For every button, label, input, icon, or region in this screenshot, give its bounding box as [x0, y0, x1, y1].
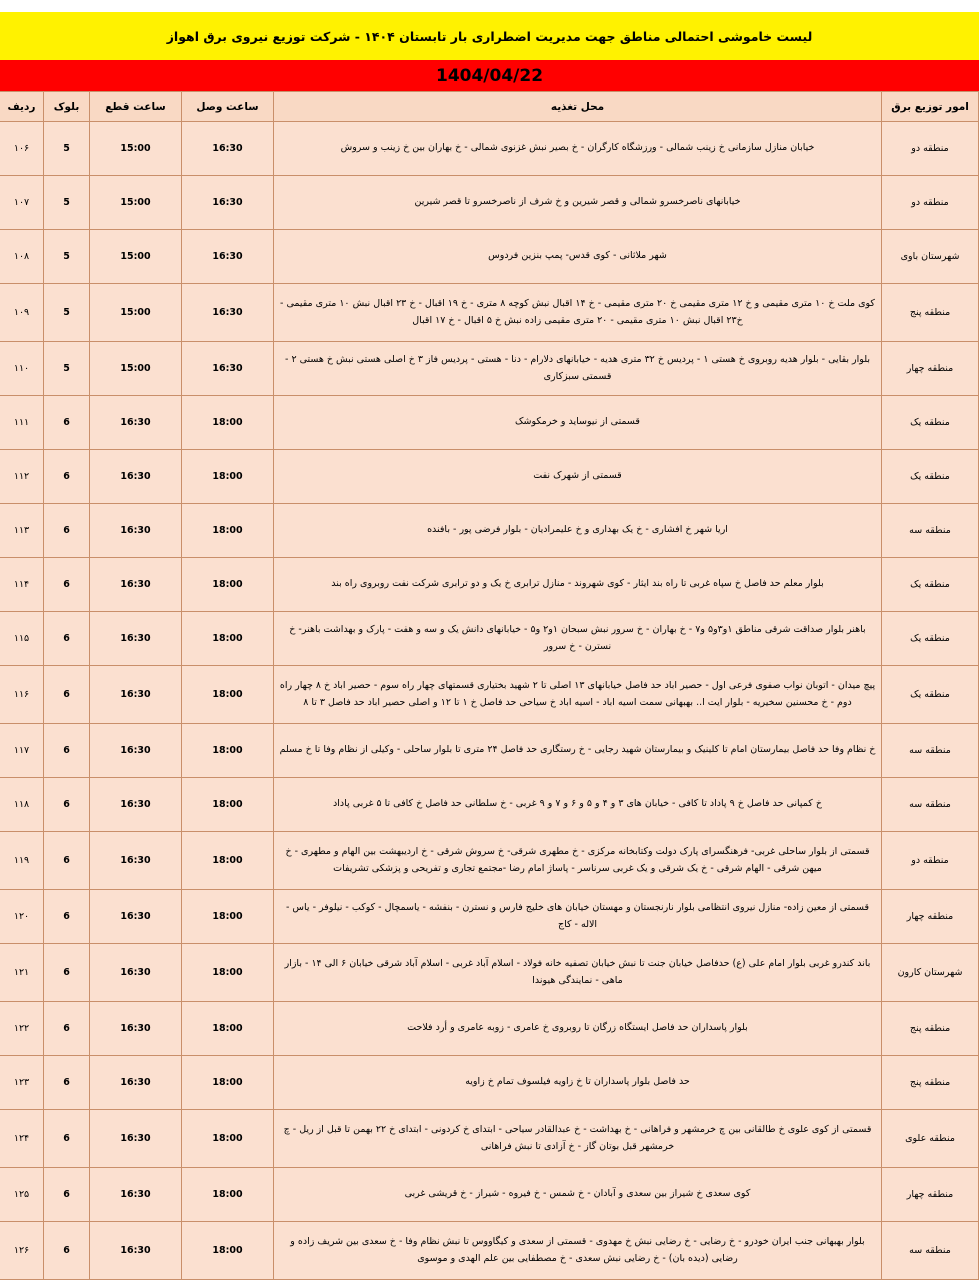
cell-outage-time: 16:30: [90, 1110, 182, 1168]
table-body: [0, 122, 979, 1280]
table-row: [0, 778, 979, 832]
cell-feed-location: اریا شهر خ افشاری - خ یک بهداری و خ علیمرادیان - بلوار فرضی پور - بافنده: [274, 504, 882, 558]
cell-outage-time: 16:30: [90, 666, 182, 724]
cell-block: 6: [44, 558, 90, 612]
cell-restore-time: 18:00: [182, 778, 274, 832]
cell-restore-time: 18:00: [182, 504, 274, 558]
column-header-mahal: محل تغذیه: [274, 92, 882, 122]
cell-outage-time: 16:30: [90, 832, 182, 890]
cell-feed-location: شهر ملاثانی - کوی قدس- پمپ بنزین فردوس: [274, 230, 882, 284]
cell-distribution-area: منطقه دو: [882, 176, 979, 230]
cell-row-number: ۱۱۹: [0, 832, 44, 890]
cell-block: 6: [44, 944, 90, 1002]
table-row: [0, 1110, 979, 1168]
cell-row-number: ۱۱۷: [0, 724, 44, 778]
cell-distribution-area: منطقه دو: [882, 832, 979, 890]
cell-row-number: ۱۰۶: [0, 122, 44, 176]
cell-distribution-area: منطقه علوی: [882, 1110, 979, 1168]
cell-distribution-area: منطقه سه: [882, 778, 979, 832]
cell-distribution-area: منطقه سه: [882, 724, 979, 778]
cell-outage-time: 16:30: [90, 724, 182, 778]
cell-block: 5: [44, 284, 90, 342]
cell-outage-time: 15:00: [90, 176, 182, 230]
cell-restore-time: 18:00: [182, 890, 274, 944]
cell-outage-time: 15:00: [90, 230, 182, 284]
cell-feed-location: خیابان منازل سازمانی خ زینب شمالی - ورزشگاه کارگران - خ بصیر نبش غزنوی شمالی - خ بهاران بین خ زینب و سروش: [274, 122, 882, 176]
cell-restore-time: 18:00: [182, 396, 274, 450]
cell-restore-time: 18:00: [182, 666, 274, 724]
cell-restore-time: 16:30: [182, 122, 274, 176]
cell-feed-location: کوی سعدی خ شیراز بین سعدی و آبادان - خ شمس - خ فیروه - شیراز - خ قریشی غربی: [274, 1168, 882, 1222]
cell-distribution-area: شهرستان کارون: [882, 944, 979, 1002]
cell-feed-location: خیابانهای ناصرخسرو شمالی و قصر شیرین و خ شرف از ناصرخسرو تا قصر شیرین: [274, 176, 882, 230]
table-row: [0, 1168, 979, 1222]
table-row: [0, 1056, 979, 1110]
column-header-omur: امور توزیع برق: [882, 92, 979, 122]
cell-distribution-area: منطقه یک: [882, 612, 979, 666]
cell-distribution-area: منطقه پنج: [882, 1056, 979, 1110]
cell-feed-location: بلوار بهبهانی جنب ایران خودرو - خ رضایی - خ رضایی نبش خ مهدوی - قسمتی از سعدی و کیگاووس تا نبش نظام وفا - خ سعدی بین شریف زاده و رضایی (دیده بان) - خ رضایی نبش سعدی - خ مصطفایی بین علم الهدی و موسوی: [274, 1222, 882, 1280]
table-row: [0, 724, 979, 778]
cell-block: 6: [44, 832, 90, 890]
cell-restore-time: 18:00: [182, 944, 274, 1002]
table-row: [0, 230, 979, 284]
cell-outage-time: 16:30: [90, 504, 182, 558]
cell-outage-time: 16:30: [90, 396, 182, 450]
cell-distribution-area: منطقه یک: [882, 558, 979, 612]
cell-row-number: ۱۲۵: [0, 1168, 44, 1222]
cell-row-number: ۱۲۶: [0, 1222, 44, 1280]
table-row: [0, 944, 979, 1002]
table-row: [0, 1222, 979, 1280]
cell-distribution-area: منطقه سه: [882, 504, 979, 558]
title-banner: [0, 12, 979, 60]
cell-restore-time: 16:30: [182, 284, 274, 342]
column-header-ghat: ساعت قطع: [90, 92, 182, 122]
cell-feed-location: باهنر بلوار صداقت شرقی مناطق ۱و۳و۵ و۷ - خ بهاران - خ سرور نبش سبحان ۱و۲ و۵ - خیابانهای دانش یک و سه و هفت - پارک و بهداشت باهنر- خ نسترن - خ سرور: [274, 612, 882, 666]
cell-block: 5: [44, 230, 90, 284]
cell-feed-location: پیچ میدان - اتوبان نواب صفوی فرعی اول - حصیر اباد حد فاصل خیابانهای ۱۳ اصلی تا ۲ شهید بختیاری قسمتهای چهار راه سوم - حصیر اباد خ ۸ چهار راه دوم - خ محسنین سخیریه - بلوار ایت ا.. بهبهانی سمت اسیه اباد - اسیه اباد خ سیاحی حد فاصل خ ۱ تا ۱۲ و اصلی حصیر اباد حد فاصل ۳ تا ۸: [274, 666, 882, 724]
cell-block: 5: [44, 176, 90, 230]
cell-restore-time: 18:00: [182, 1222, 274, 1280]
cell-distribution-area: منطقه چهار: [882, 890, 979, 944]
cell-block: 6: [44, 612, 90, 666]
cell-feed-location: قسمتی از معین زاده- منازل نیروی انتظامی بلوار نارنجستان و مهستان خیابان های خلیج فارس و نسترن - بنفشه - یاسمچال - کوکب - نیلوفر - یاس - الاله - کاج: [274, 890, 882, 944]
cell-restore-time: 16:30: [182, 230, 274, 284]
cell-block: 6: [44, 890, 90, 944]
cell-restore-time: 16:30: [182, 342, 274, 396]
table-row: [0, 890, 979, 944]
cell-block: 6: [44, 1002, 90, 1056]
table-row: [0, 504, 979, 558]
cell-feed-location: قسمتی از شهرک نفت: [274, 450, 882, 504]
cell-block: 6: [44, 1222, 90, 1280]
cell-row-number: ۱۱۴: [0, 558, 44, 612]
cell-block: 5: [44, 122, 90, 176]
cell-block: 6: [44, 724, 90, 778]
cell-restore-time: 18:00: [182, 450, 274, 504]
table-row: [0, 558, 979, 612]
cell-feed-location: قسمتی از نیوساید و خرمکوشک: [274, 396, 882, 450]
cell-distribution-area: منطقه یک: [882, 666, 979, 724]
cell-row-number: ۱۱۲: [0, 450, 44, 504]
column-header-block: بلوک: [44, 92, 90, 122]
cell-restore-time: 18:00: [182, 1056, 274, 1110]
cell-feed-location: خ کمپانی حد فاصل خ ۹ پاداد تا کافی - خیابان های ۳ و ۴ و ۵ و ۶ و ۷ و ۹ غربی - خ سلطانی حد فاصل خ کافی تا ۵ غربی پاداد: [274, 778, 882, 832]
cell-row-number: ۱۰۹: [0, 284, 44, 342]
table-row: [0, 122, 979, 176]
cell-outage-time: 15:00: [90, 342, 182, 396]
cell-outage-time: 15:00: [90, 284, 182, 342]
cell-row-number: ۱۱۸: [0, 778, 44, 832]
cell-block: 6: [44, 1168, 90, 1222]
table-row: [0, 666, 979, 724]
table-row: [0, 176, 979, 230]
cell-block: 6: [44, 1110, 90, 1168]
cell-feed-location: بلوار پاسداران حد فاصل ایستگاه زرگان تا روبروی خ عامری - زوبه عامری و أرد فلاحت: [274, 1002, 882, 1056]
table-row: [0, 396, 979, 450]
cell-block: 6: [44, 504, 90, 558]
table-header-row: [0, 92, 979, 122]
cell-distribution-area: منطقه دو: [882, 122, 979, 176]
cell-distribution-area: منطقه پنج: [882, 1002, 979, 1056]
cell-distribution-area: منطقه پنج: [882, 284, 979, 342]
page-title: لیست خاموشی احتمالی مناطق جهت مدیریت اضطراری بار تابستان ۱۴۰۴ - شرکت توزیع نیروی برق اهواز: [166, 28, 813, 44]
cell-outage-time: 16:30: [90, 1056, 182, 1110]
cell-block: 6: [44, 396, 90, 450]
cell-block: 6: [44, 778, 90, 832]
cell-outage-time: 16:30: [90, 612, 182, 666]
table-row: [0, 342, 979, 396]
cell-feed-location: بلوار معلم حد فاصل خ سپاه غربی تا راه بند ایثار - کوی شهروند - منازل ترابری خ یک و دو ترابری شرکت نفت روبروی راه بند: [274, 558, 882, 612]
cell-block: 6: [44, 450, 90, 504]
cell-outage-time: 16:30: [90, 890, 182, 944]
cell-row-number: ۱۲۰: [0, 890, 44, 944]
cell-block: 6: [44, 666, 90, 724]
cell-distribution-area: منطقه سه: [882, 1222, 979, 1280]
cell-distribution-area: شهرستان باوی: [882, 230, 979, 284]
cell-distribution-area: منطقه چهار: [882, 1168, 979, 1222]
cell-block: 6: [44, 1056, 90, 1110]
table-row: [0, 450, 979, 504]
cell-outage-time: 16:30: [90, 944, 182, 1002]
cell-restore-time: 18:00: [182, 558, 274, 612]
table-row: [0, 1002, 979, 1056]
column-header-radif: ردیف: [0, 92, 44, 122]
table-row: [0, 284, 979, 342]
cell-feed-location: خ نظام وفا حد فاصل بیمارستان امام تا کلینیک و بیمارستان شهید رجایی - خ رستگاری حد فاصل ۲۴ متری تا بلوار ساحلی - وکیلی از نظام وفا تا خ مسلم: [274, 724, 882, 778]
cell-row-number: ۱۱۵: [0, 612, 44, 666]
cell-restore-time: 16:30: [182, 176, 274, 230]
cell-row-number: ۱۰۷: [0, 176, 44, 230]
date-banner: [0, 60, 979, 91]
table-row: [0, 612, 979, 666]
cell-outage-time: 16:30: [90, 1222, 182, 1280]
cell-outage-time: 16:30: [90, 450, 182, 504]
cell-restore-time: 18:00: [182, 832, 274, 890]
table-header: [0, 92, 979, 122]
cell-feed-location: باند کندرو غربی بلوار امام علی (ع) حدفاصل خیابان جنت تا نبش خیابان تصفیه خانه فولاد - اسلام آباد غربی - اسلام آباد شرقی خیابان ۶ الی ۱۴ - بازار ماهی - نمایندگی هیوندا: [274, 944, 882, 1002]
table-row: [0, 832, 979, 890]
cell-restore-time: 18:00: [182, 1110, 274, 1168]
cell-outage-time: 16:30: [90, 558, 182, 612]
cell-outage-time: 15:00: [90, 122, 182, 176]
cell-distribution-area: منطقه یک: [882, 450, 979, 504]
cell-restore-time: 18:00: [182, 724, 274, 778]
cell-outage-time: 16:30: [90, 778, 182, 832]
cell-row-number: ۱۲۳: [0, 1056, 44, 1110]
cell-distribution-area: منطقه یک: [882, 396, 979, 450]
cell-row-number: ۱۱۶: [0, 666, 44, 724]
schedule-date: 1404/04/22: [435, 65, 544, 86]
cell-feed-location: بلوار بقایی - بلوار هدیه روبروی خ هستی ۱ - پردیس خ ۳۲ متری هدیه - خیابانهای دلارام - دنا - هستی - پردیس فاز ۳ خ اصلی هستی نبش خ هستی ۲ - قسمتی سبزکاری: [274, 342, 882, 396]
cell-row-number: ۱۰۸: [0, 230, 44, 284]
cell-feed-location: حد فاصل بلوار پاسداران تا خ زاویه فیلسوف تمام خ زاویه: [274, 1056, 882, 1110]
cell-outage-time: 16:30: [90, 1168, 182, 1222]
cell-row-number: ۱۱۳: [0, 504, 44, 558]
cell-block: 5: [44, 342, 90, 396]
column-header-vasl: ساعت وصل: [182, 92, 274, 122]
cell-restore-time: 18:00: [182, 1168, 274, 1222]
cell-row-number: ۱۱۰: [0, 342, 44, 396]
cell-restore-time: 18:00: [182, 1002, 274, 1056]
cell-distribution-area: منطقه چهار: [882, 342, 979, 396]
cell-row-number: ۱۲۱: [0, 944, 44, 1002]
cell-outage-time: 16:30: [90, 1002, 182, 1056]
outage-schedule-table: [0, 91, 979, 1280]
cell-feed-location: کوی ملت خ ۱۰ متری مقیمی و خ ۱۲ متری مقیمی خ ۲۰ متری مقیمی - خ ۱۴ اقبال نبش کوچه ۸ متری - خ ۱۹ اقبال - خ ۲۳ اقبال نبش ۱۰ متری مقیمی - خ۲۳ اقبال نبش ۱۰ متری مقیمی - ۲۰ متری مقیمی زاده نبش خ ۵ اقبال - خ ۱۷ اقبال: [274, 284, 882, 342]
cell-feed-location: قسمتی از بلوار ساحلی غربی- فرهنگسرای پارک دولت وکتابخانه مرکزی - خ مطهری شرقی- خ سروش شرقی - خ اردیبهشت بین الهام و مطهری - خ میهن شرقی - الهام شرقی - خ یک شرقی و یک غربی سرناسر - پاساژ امام رضا -مجتمع تجاری و تفریحی و پزشکی تشریفات: [274, 832, 882, 890]
cell-row-number: ۱۱۱: [0, 396, 44, 450]
cell-row-number: ۱۲۴: [0, 1110, 44, 1168]
cell-restore-time: 18:00: [182, 612, 274, 666]
cell-row-number: ۱۲۲: [0, 1002, 44, 1056]
cell-feed-location: قسمتی از کوی علوی خ طالقانی بین چ خرمشهر و فراهانی - خ بهداشت - خ عبدالقادر سیاحی - ابتدای خ کردونی - ابتدای خ ۲۲ بهمن تا قبل از ریل - چ خرمشهر قبل بوتان گاز - خ آزادی تا نبش فراهانی: [274, 1110, 882, 1168]
